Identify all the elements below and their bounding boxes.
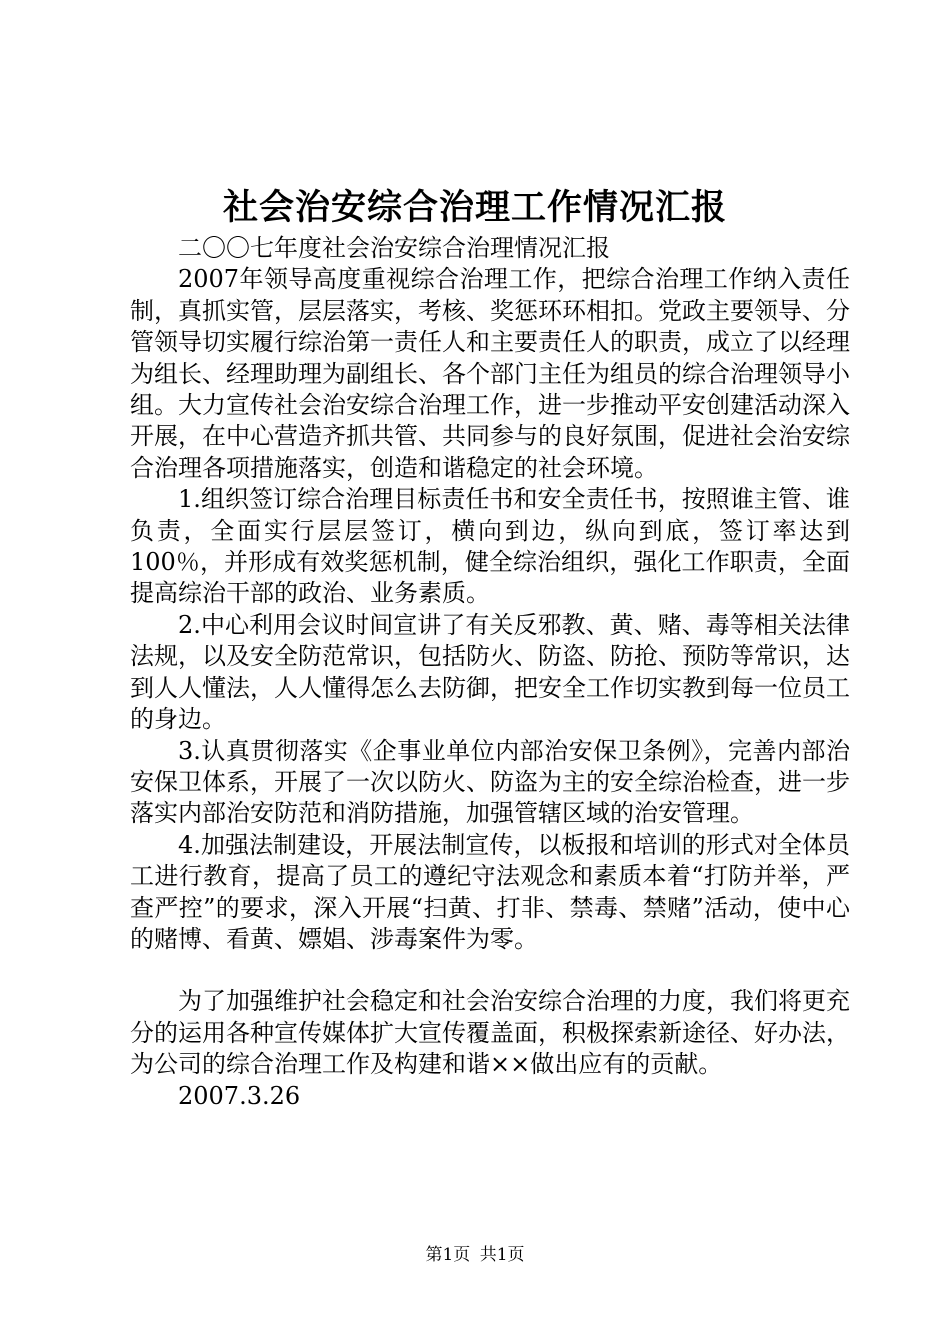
document-title: 社会治安综合治理工作情况汇报 <box>222 187 727 228</box>
intro-paragraph: 2007年领导高度重视综合治理工作，把综合治理工作纳入责任制，真抓实管，层层落实，考核、奖惩环环相扣。党政主要领导、分管领导切实履行综治第一责任人和主要责任人的职责，成立了以经理为组长、经理助理为副组长、各个部门主任为组员的综合治理领导小组。大力宣传社会治安综合治理工作，进一步推动平安创建活动深入开展，在中心营造齐抓共管、共同参与的良好氛围，促进社会治安综合治理各项措施落实，创造和谐稳定的社会环境。 <box>130 265 850 482</box>
item-4-paragraph: 4.加强法制建设，开展法制宣传，以板报和培训的形式对全体员工进行教育，提高了员工的遵纪守法观念和素质本着“打防并举，严查严控”的要求，深入开展“扫黄、打非、禁毒、禁赌”活动，使中心的赌博、看黄、嫖娼、涉毒案件为零。 <box>130 830 850 953</box>
page-footer: 第1页 共1页 <box>425 1245 525 1265</box>
document-body <box>130 233 850 1112</box>
closing-paragraph: 为了加强维护社会稳定和社会治安综合治理的力度，我们将更充分的运用各种宣传媒体扩大宣传覆盖面，积极探索新途径、好办法，为公司的综合治理工作及构建和谐××做出应有的贡献。 <box>130 987 850 1079</box>
report-date: 2007.3.26 <box>178 1081 301 1110</box>
item-3-paragraph: 3.认真贯彻落实《企事业单位内部治安保卫条例》，完善内部治安保卫体系，开展了一次以防火、防盗为主的安全综治检查，进一步落实内部治安防范和消防措施，加强管辖区域的治安管理。 <box>130 736 850 828</box>
item-1-paragraph: 1.组织签订综合治理目标责任书和安全责任书，按照谁主管、谁负责，全面实行层层签订，横向到边，纵向到底，签订率达到100％，并形成有效奖惩机制，健全综治组织，强化工作职责，全面提高综治干部的政治、业务素质。 <box>130 485 850 608</box>
item-2-paragraph: 2.中心利用会议时间宣讲了有关反邪教、黄、赌、毒等相关法律法规，以及安全防范常识，包括防火、防盗、防抢、预防等常识，达到人人懂法，人人懂得怎么去防御，把安全工作切实教到每一位员工的身边。 <box>130 610 850 734</box>
report-subtitle-paragraph: 二〇〇七年度社会治安综合治理情况汇报 <box>178 234 610 262</box>
